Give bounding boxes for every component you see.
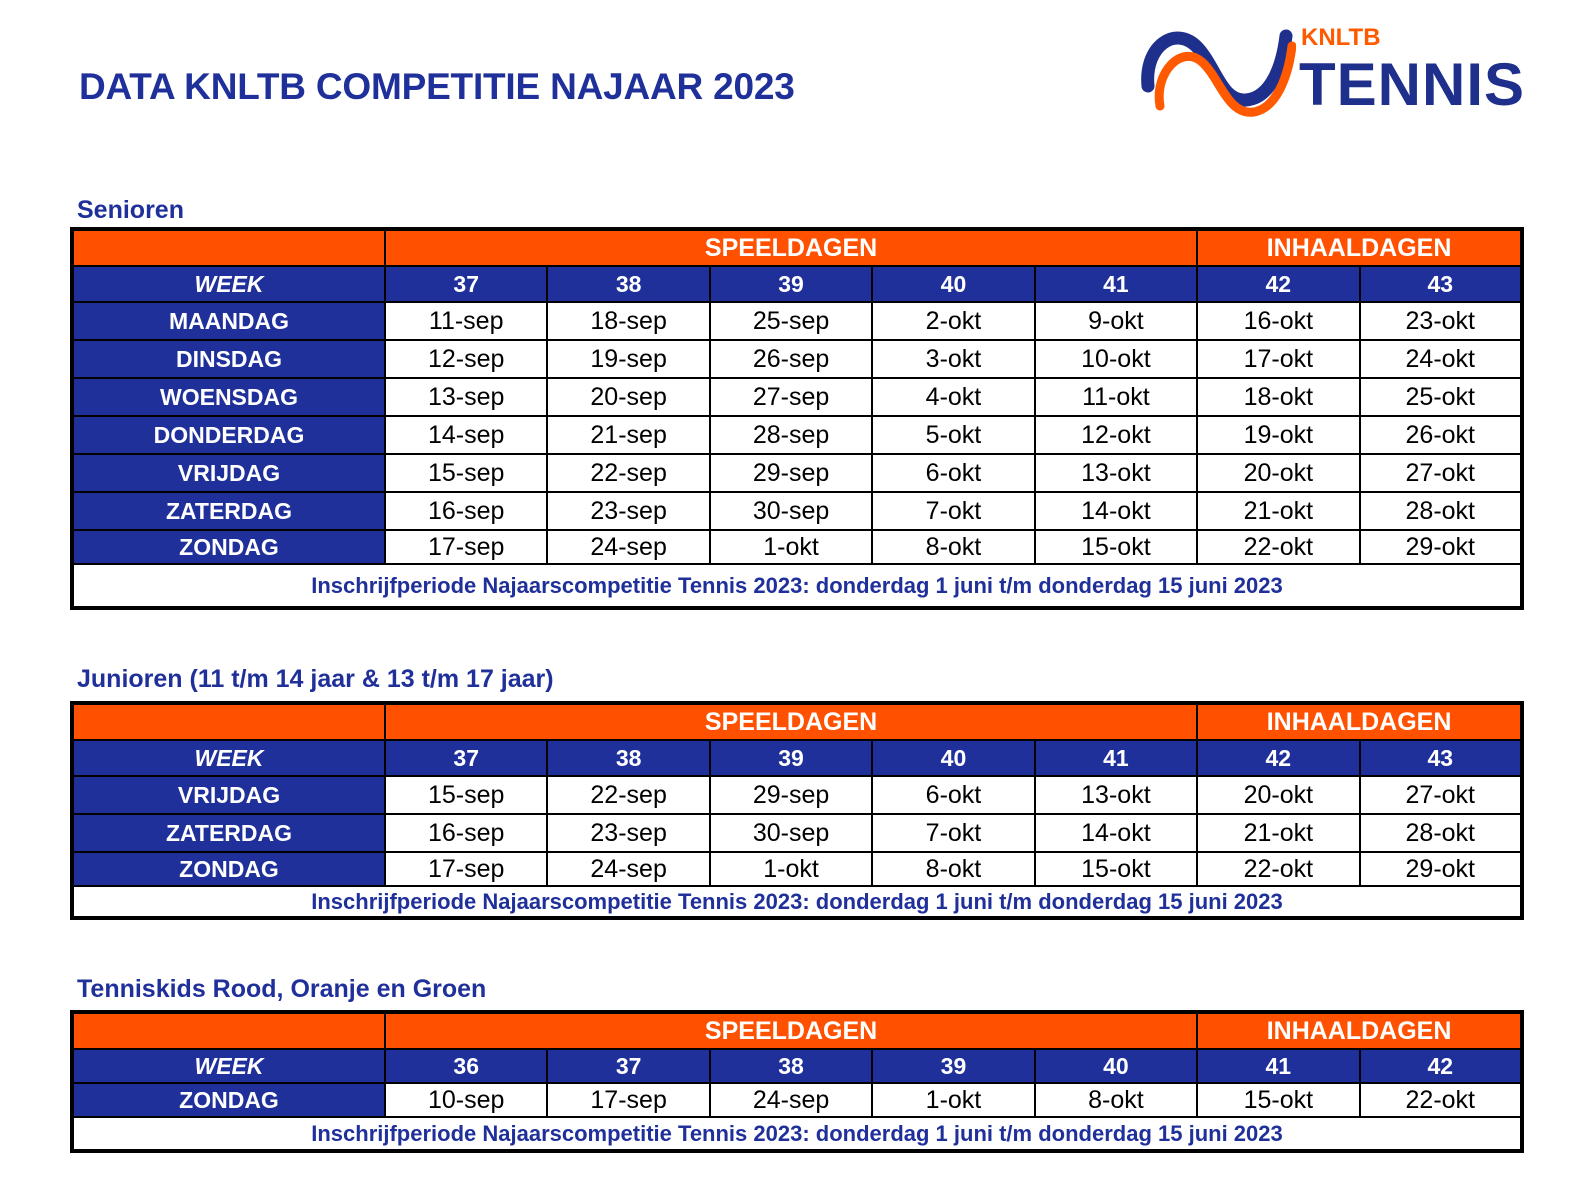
date-cell: 27-okt	[1360, 776, 1522, 814]
inhaaldagen-header: INHAALDAGEN	[1197, 229, 1522, 266]
section-title-tenniskids: Tenniskids Rood, Oranje en Groen	[77, 975, 487, 1003]
table-row	[72, 454, 1522, 492]
week-number: 42	[1360, 1049, 1522, 1083]
date-cell: 15-okt	[1035, 852, 1197, 886]
date-cell: 25-okt	[1360, 378, 1522, 416]
inhaaldagen-header: INHAALDAGEN	[1197, 703, 1522, 740]
date-cell: 18-sep	[547, 302, 709, 340]
registration-note: Inschrijfperiode Najaarscompetitie Tennis 2023: donderdag 1 juni t/m donderdag 15 juni 2023	[72, 1117, 1522, 1151]
knltb-tennis-logo	[1136, 16, 1526, 128]
date-cell: 23-okt	[1360, 302, 1522, 340]
date-cell: 15-sep	[385, 776, 547, 814]
week-label: WEEK	[72, 1049, 385, 1083]
table-row	[72, 492, 1522, 530]
date-cell: 8-okt	[1035, 1083, 1197, 1117]
table-row	[72, 814, 1522, 852]
date-cell: 16-sep	[385, 492, 547, 530]
speeldagen-header: SPEELDAGEN	[385, 229, 1197, 266]
date-cell: 15-sep	[385, 454, 547, 492]
date-cell: 3-okt	[872, 340, 1034, 378]
speeldagen-header: SPEELDAGEN	[385, 1012, 1197, 1049]
date-cell: 29-okt	[1360, 530, 1522, 564]
date-cell: 16-okt	[1197, 302, 1359, 340]
date-cell: 22-sep	[547, 776, 709, 814]
day-label: VRIJDAG	[72, 776, 385, 814]
week-number: 39	[710, 266, 872, 302]
date-cell: 27-okt	[1360, 454, 1522, 492]
week-number: 41	[1197, 1049, 1359, 1083]
date-cell: 28-okt	[1360, 814, 1522, 852]
tennis-wave-icon	[1136, 16, 1296, 128]
date-cell: 19-okt	[1197, 416, 1359, 454]
date-cell: 17-okt	[1197, 340, 1359, 378]
logo-tennis-text: TENNIS	[1299, 51, 1526, 118]
date-cell: 12-sep	[385, 340, 547, 378]
date-cell: 20-okt	[1197, 776, 1359, 814]
day-label: DINSDAG	[72, 340, 385, 378]
date-cell: 21-sep	[547, 416, 709, 454]
section-title-junioren: Junioren (11 t/m 14 jaar & 13 t/m 17 jaar)	[77, 665, 554, 693]
day-label: ZONDAG	[72, 852, 385, 886]
day-label: DONDERDAG	[72, 416, 385, 454]
date-cell: 23-sep	[547, 814, 709, 852]
week-number: 43	[1360, 266, 1522, 302]
date-cell: 28-okt	[1360, 492, 1522, 530]
date-cell: 28-sep	[710, 416, 872, 454]
date-cell: 26-okt	[1360, 416, 1522, 454]
page-title: DATA KNLTB COMPETITIE NAJAAR 2023	[79, 66, 795, 107]
date-cell: 26-sep	[710, 340, 872, 378]
date-cell: 22-okt	[1360, 1083, 1522, 1117]
date-cell: 1-okt	[872, 1083, 1034, 1117]
week-number: 40	[872, 740, 1034, 776]
date-cell: 25-sep	[710, 302, 872, 340]
date-cell: 17-sep	[547, 1083, 709, 1117]
date-cell: 13-okt	[1035, 776, 1197, 814]
week-number: 37	[385, 740, 547, 776]
section-title-senioren: Senioren	[77, 196, 184, 224]
week-number: 38	[710, 1049, 872, 1083]
date-cell: 24-sep	[710, 1083, 872, 1117]
week-number: 41	[1035, 266, 1197, 302]
date-cell: 22-okt	[1197, 852, 1359, 886]
week-number: 37	[547, 1049, 709, 1083]
date-cell: 6-okt	[872, 454, 1034, 492]
week-number: 41	[1035, 740, 1197, 776]
date-cell: 18-okt	[1197, 378, 1359, 416]
date-cell: 21-okt	[1197, 492, 1359, 530]
date-cell: 13-sep	[385, 378, 547, 416]
day-label: ZATERDAG	[72, 492, 385, 530]
table-row	[72, 416, 1522, 454]
header-corner	[72, 703, 385, 740]
date-cell: 11-sep	[385, 302, 547, 340]
date-cell: 11-okt	[1035, 378, 1197, 416]
date-cell: 6-okt	[872, 776, 1034, 814]
table-row	[72, 852, 1522, 886]
date-cell: 22-okt	[1197, 530, 1359, 564]
date-cell: 4-okt	[872, 378, 1034, 416]
date-cell: 17-sep	[385, 530, 547, 564]
date-cell: 20-okt	[1197, 454, 1359, 492]
date-cell: 17-sep	[385, 852, 547, 886]
date-cell: 1-okt	[710, 530, 872, 564]
date-cell: 2-okt	[872, 302, 1034, 340]
date-cell: 30-sep	[710, 492, 872, 530]
header-corner	[72, 1012, 385, 1049]
week-number: 37	[385, 266, 547, 302]
day-label: ZATERDAG	[72, 814, 385, 852]
table-row	[72, 1083, 1522, 1117]
date-cell: 21-okt	[1197, 814, 1359, 852]
date-cell: 9-okt	[1035, 302, 1197, 340]
table-row	[72, 302, 1522, 340]
date-cell: 20-sep	[547, 378, 709, 416]
date-cell: 5-okt	[872, 416, 1034, 454]
date-cell: 24-sep	[547, 852, 709, 886]
week-number: 40	[872, 266, 1034, 302]
date-cell: 7-okt	[872, 492, 1034, 530]
table-row	[72, 530, 1522, 564]
date-cell: 14-sep	[385, 416, 547, 454]
date-cell: 29-okt	[1360, 852, 1522, 886]
date-cell: 29-sep	[710, 454, 872, 492]
date-cell: 29-sep	[710, 776, 872, 814]
table-row	[72, 776, 1522, 814]
day-label: ZONDAG	[72, 530, 385, 564]
week-number: 40	[1035, 1049, 1197, 1083]
schedule-table-senioren	[70, 227, 1524, 610]
logo-knltb-text: KNLTB	[1301, 24, 1381, 51]
date-cell: 13-okt	[1035, 454, 1197, 492]
date-cell: 30-sep	[710, 814, 872, 852]
registration-note: Inschrijfperiode Najaarscompetitie Tennis 2023: donderdag 1 juni t/m donderdag 15 juni 2023	[72, 886, 1522, 918]
table-row	[72, 378, 1522, 416]
table-row	[72, 340, 1522, 378]
date-cell: 24-okt	[1360, 340, 1522, 378]
date-cell: 24-sep	[547, 530, 709, 564]
date-cell: 1-okt	[710, 852, 872, 886]
registration-note: Inschrijfperiode Najaarscompetitie Tennis 2023: donderdag 1 juni t/m donderdag 15 juni 2023	[72, 564, 1522, 608]
date-cell: 10-sep	[385, 1083, 547, 1117]
date-cell: 22-sep	[547, 454, 709, 492]
week-number: 42	[1197, 740, 1359, 776]
week-number: 36	[385, 1049, 547, 1083]
day-label: ZONDAG	[72, 1083, 385, 1117]
date-cell: 12-okt	[1035, 416, 1197, 454]
week-label: WEEK	[72, 740, 385, 776]
date-cell: 15-okt	[1197, 1083, 1359, 1117]
week-label: WEEK	[72, 266, 385, 302]
schedule-table-junioren	[70, 701, 1524, 920]
header-corner	[72, 229, 385, 266]
date-cell: 7-okt	[872, 814, 1034, 852]
date-cell: 23-sep	[547, 492, 709, 530]
day-label: WOENSDAG	[72, 378, 385, 416]
day-label: VRIJDAG	[72, 454, 385, 492]
date-cell: 19-sep	[547, 340, 709, 378]
date-cell: 27-sep	[710, 378, 872, 416]
week-number: 39	[872, 1049, 1034, 1083]
week-number: 38	[547, 740, 709, 776]
week-number: 39	[710, 740, 872, 776]
week-number: 43	[1360, 740, 1522, 776]
date-cell: 16-sep	[385, 814, 547, 852]
week-number: 38	[547, 266, 709, 302]
inhaaldagen-header: INHAALDAGEN	[1197, 1012, 1522, 1049]
date-cell: 14-okt	[1035, 492, 1197, 530]
date-cell: 8-okt	[872, 852, 1034, 886]
date-cell: 8-okt	[872, 530, 1034, 564]
schedule-table-tenniskids	[70, 1010, 1524, 1153]
speeldagen-header: SPEELDAGEN	[385, 703, 1197, 740]
day-label: MAANDAG	[72, 302, 385, 340]
date-cell: 15-okt	[1035, 530, 1197, 564]
date-cell: 10-okt	[1035, 340, 1197, 378]
date-cell: 14-okt	[1035, 814, 1197, 852]
week-number: 42	[1197, 266, 1359, 302]
